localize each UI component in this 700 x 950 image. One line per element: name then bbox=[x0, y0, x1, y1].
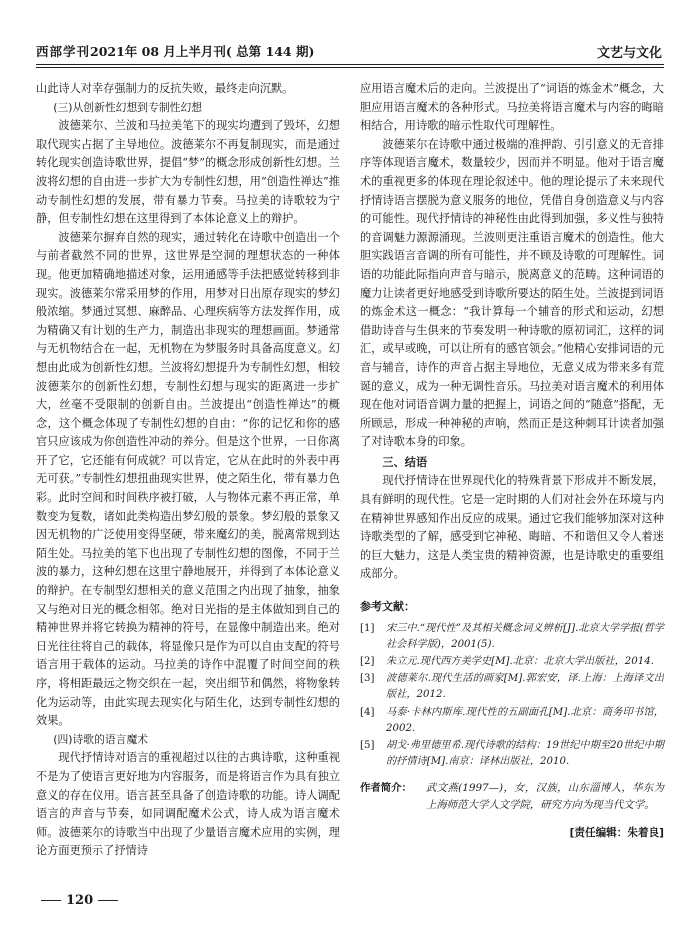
author-bio-text: 武文燕(1997—)，女，汉族，山东淄博人，华东为上海师范大学人文学院，研究方向为现当代文学。 bbox=[426, 782, 664, 812]
page-number: 120 bbox=[66, 893, 94, 908]
reference-number: [2] bbox=[360, 656, 375, 668]
reference-text: 宋三中.“现代性”及其相关概念词义辨析[J].北京大学学报(哲学社会科学版)，2001(5). bbox=[386, 622, 664, 650]
references-title: 参考文献： bbox=[360, 600, 415, 614]
reference-item bbox=[360, 654, 664, 670]
page-footer bbox=[36, 893, 123, 908]
reference-number: [4] bbox=[360, 706, 375, 718]
reference-item bbox=[360, 705, 664, 737]
reference-text: 马泰·卡林内斯库.现代性的五副面孔[M].北京：商务印书馆，2002. bbox=[386, 706, 664, 734]
reference-number: [3] bbox=[360, 673, 375, 685]
section-heading: 三、结语 bbox=[382, 455, 428, 469]
reference-number: [1] bbox=[360, 622, 375, 634]
header-rule-thin bbox=[36, 67, 664, 68]
responsible-editor: [责任编辑：朱着良] bbox=[569, 826, 664, 839]
reference-item bbox=[360, 671, 664, 703]
footer-dash bbox=[98, 900, 118, 901]
running-header-left bbox=[36, 42, 314, 60]
author-bio-label: 作者简介： bbox=[360, 782, 412, 795]
paragraph: 波德莱尔、兰波和马拉美笔下的现实均遭到了毁坏，幻想取代现实占据了主导地位。波德莱尔不再复制现实，而是通过转化现实创造诗歌世界，提倡“梦”的概念形成创新性幻想。兰波将幻想的自由进一步扩大为专制性幻想，用“创造性禅达”推动专制性幻想的发展，带有暴力节奏。马拉美的诗歌较为宁静，但专制性幻想在这里得到了本体论意义上的辩护。 bbox=[36, 119, 340, 226]
subheading: (四)诗歌的语言魔术 bbox=[53, 732, 149, 746]
section-name: 文艺与文化 bbox=[596, 46, 662, 61]
paragraph: 现代抒情诗在世界现代化的特殊背景下形成并不断发展，具有鲜明的现代性。它是一定时期的人们对社会外在环境与内在精神世界感知作出反应的成果。通过它我们能够加深对这种诗歌类型的了解，感受到它神秘、晦暗、不和谐但又令人着迷的巨大魅力，这是人类宝贵的精神资源，也是诗歌史的重要组成部分。 bbox=[360, 474, 664, 581]
footer-dash bbox=[41, 900, 61, 901]
reference-item bbox=[360, 621, 664, 653]
header-rule bbox=[36, 64, 664, 65]
paragraph: 山此诗人对幸存强制力的反抗失败，最终走向沉默。 bbox=[36, 82, 294, 95]
reference-text: 朱立元.现代西方美学史[M].北京：北京大学出版社，2014. bbox=[386, 656, 654, 668]
paragraph: 应用语言魔术后的走向。兰波提出了“词语的炼金术”概念，大胆应用语言魔术的各种形式。马拉美将语言魔术与内容的晦暗相结合，用诗歌的暗示性取代可理解性。 bbox=[360, 82, 664, 133]
reference-text: 胡戈·弗里德里希.现代诗歌的结构：19世纪中期至20世纪中期的抒情诗[M].南京：译林出版社，2010. bbox=[386, 740, 664, 768]
paragraph: 波德莱尔在诗歌中通过极端的准押韵、引引意义的无音排序等体现语言魔术，数量较少，因而并不明显。他对于语言魔术的重视更多的体现在理论叙述中。他的理论提示了未来现代抒情诗语言摆脱为意义服务的地位，凭借自身创造意义与内容的可能性。现代抒情诗的神秘性由此得到加强，多义性与独特的音调魅力源源涌现。兰波则更注重语言魔术的创造性。他大胆实践语言音调的所有可能性，并不顾及诗歌的可理解性。词语的功能此际指向声音与暗示，脱离意义的范畴。这种词语的魔力让读者更好地感受到诗歌所要达的陌生处。兰波提到词语的炼金术这一概念：“我计算每一个辅音的形式和运动，幻想借助诗音与生俱来的节奏发明一种诗歌的原初词汇，这样的词汇，或早或晚，可以让所有的感官领会。”他精心安排词语的元音与辅音，诗作的声音占据主导地位，无意义成为带来多有荒诞的意义，成为一种无调性音乐。马拉美对语言魔术的利用体现在他对词语音调力量的把握上，词语之间的“随意”搭配，无所顾忌，形成一种神秘的声响，然而正是这种刺耳计读者加强了对诗歌本身的印象。 bbox=[360, 137, 664, 449]
journal-name: 西部学刊 bbox=[36, 44, 91, 59]
issue-info: 2021年 08 月上半月刊( 总第 144 期) bbox=[90, 44, 315, 59]
reference-number: [5] bbox=[360, 740, 375, 752]
left-column bbox=[36, 80, 340, 861]
paragraph: 波德莱尔摒弃自然的现实，通过转化在诗歌中创造出一个与前者截然不同的世界，这世界是空洞的理想状态的一种体现。他更加精确地描述对象，运用通感等手法把感觉转移到非现实。波德莱尔常采用梦的作用，用梦对日出原存现实的梦幻般浓缩。梦通过冥想、麻醉品、心理疾病等方法发挥作用，成为精确又有计划的生产力，制造出非现实的理想画面。梦通常与无机物结合在一起，无机物在为梦服务时具备高度意义。幻想由此成为创新性幻想。兰波将幻想提升为专制性幻想，相较波德莱尔的创新性幻想，专制性幻想与现实的距离进一步扩大，丝毫不受限制的创新自由。兰波提出“创造性禅达”的概念，这个概念体现了专制性幻想的自由：“你的记忆和你的感官只应该成为你创造性冲动的养分。但是这个世界，一日你离开了它，它还能有何成就？可以肯定，它从在此时的外表中再无可获。”专制性幻想扭曲现实世界，使之陌生化，带有暴力色彩。此时空间和时间秩序被打破，人与物体元素不再正常，单数变为复数，诸如此类构造出梦幻般的景象。梦幻般的景象又因无机物的广泛使用变得坚硬，带来魔幻的美，脱离常规到达陌生处。马拉美的笔下也出现了专制性幻想的图像，不同于兰波的暴力，这种幻想在这里宁静地展开，并得到了本体论意义的辩护。在专制型幻想相关的意义范围之内出现了抽象，抽象又与绝对日光的概念相邻。绝对日光指的是主体做知到自己的精神世界并将它转换为精神的符号，在显像中制造出来。绝对日光往往将自己的载体，将显像只是作为可以自由支配的符号语言用于载体的运动。马拉美的诗作中混覆了时间空间的秩序，将相距最远之物交织在一起，突出细节和偶然，将物象转化为运动等，由此实现去现实化与陌生化，达到专制性幻想的效果。 bbox=[36, 230, 340, 728]
right-column bbox=[360, 80, 664, 842]
subheading: (三)从创新性幻想到专制性幻想 bbox=[53, 100, 203, 114]
reference-text: 波德莱尔.现代生活的画家[M].郭宏安，译.上海：上海译文出版社，2012. bbox=[386, 673, 664, 701]
author-bio bbox=[360, 780, 664, 813]
paragraph: 现代抒情诗对语言的重视超过以往的古典诗歌，这种重视不是为了使语言更好地为内容服务，而是将语言作为具有独立意义的存在仪用。语言甚至具备了创造诗歌的功能。诗人调配语言的声音与节奏，如同调配魔术公式，诗人成为语言魔术师。波德莱尔的诗歌当中出现了少量语言魔术应用的实例，理论方面更预示了抒情诗 bbox=[36, 751, 340, 858]
reference-item bbox=[360, 738, 664, 770]
